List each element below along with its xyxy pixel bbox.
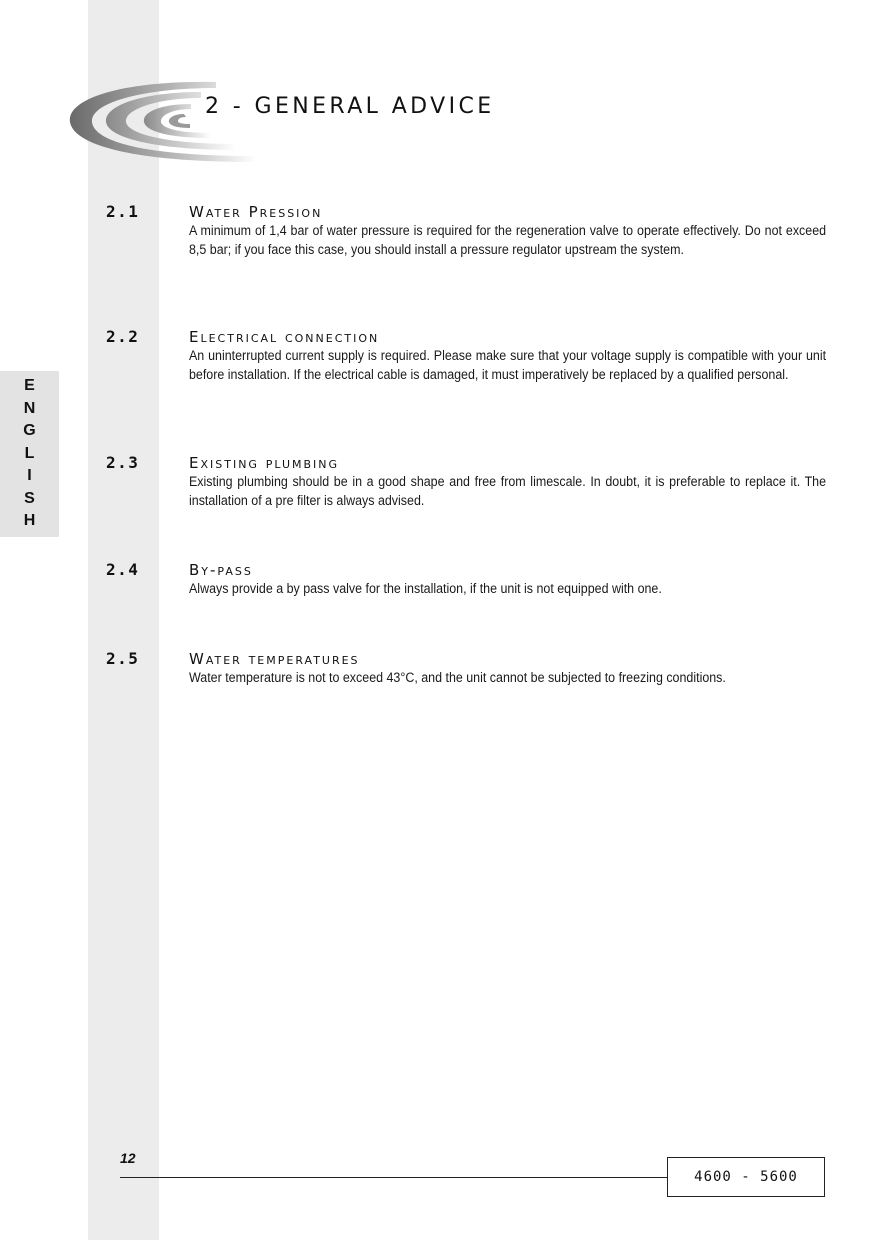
section-body: Existing plumbing should be in a good shape and free from limescale. In doubt, it is preferable to replace it. The installation of a pre filter is always advised. [189, 474, 827, 509]
section-title: Electrical connection [189, 328, 380, 346]
section-number: 2.5 [106, 649, 140, 668]
language-letter: L [24, 444, 35, 462]
footer-divider [120, 1177, 668, 1178]
section-title: Water Pression [189, 203, 323, 221]
section-body: Always provide a by pass valve for the installation, if the unit is not equipped with one. [189, 581, 662, 596]
section-body: A minimum of 1,4 bar of water pressure is required for the regeneration valve to operate effectively. Do not exceed 8,5 bar; if you face this case, you should install a pressure regulator upstream the system. [189, 223, 827, 258]
section-number: 2.1 [106, 202, 140, 221]
language-letter: I [27, 467, 32, 485]
section-body: Water temperature is not to exceed 43°C, and the unit cannot be subjected to freezing conditions. [189, 670, 726, 685]
section-body: An uninterrupted current supply is required. Please make sure that your voltage supply is compatible with your unit before installation. If the electrical cable is damaged, it must imperatively be replaced by a qualified personal. [189, 348, 827, 383]
swirl-logo-icon [66, 76, 266, 168]
section-number: 2.2 [106, 327, 140, 346]
language-letter: H [23, 512, 36, 530]
language-letter: G [23, 422, 36, 440]
language-letter: N [23, 399, 36, 417]
section-number: 2.4 [106, 560, 140, 579]
page-number: 12 [120, 1150, 136, 1166]
section-title: By-pass [189, 561, 253, 579]
model-label: 4600 - 5600 [667, 1157, 825, 1197]
section-number: 2.3 [106, 453, 140, 472]
language-tab [0, 371, 59, 537]
section-title: Existing plumbing [189, 454, 340, 472]
language-letter: S [24, 489, 35, 507]
language-letter: E [24, 377, 35, 395]
chapter-title: 2 - GENERAL ADVICE [205, 94, 495, 119]
left-margin-band [88, 0, 159, 1240]
section-title: Water temperatures [189, 650, 360, 668]
